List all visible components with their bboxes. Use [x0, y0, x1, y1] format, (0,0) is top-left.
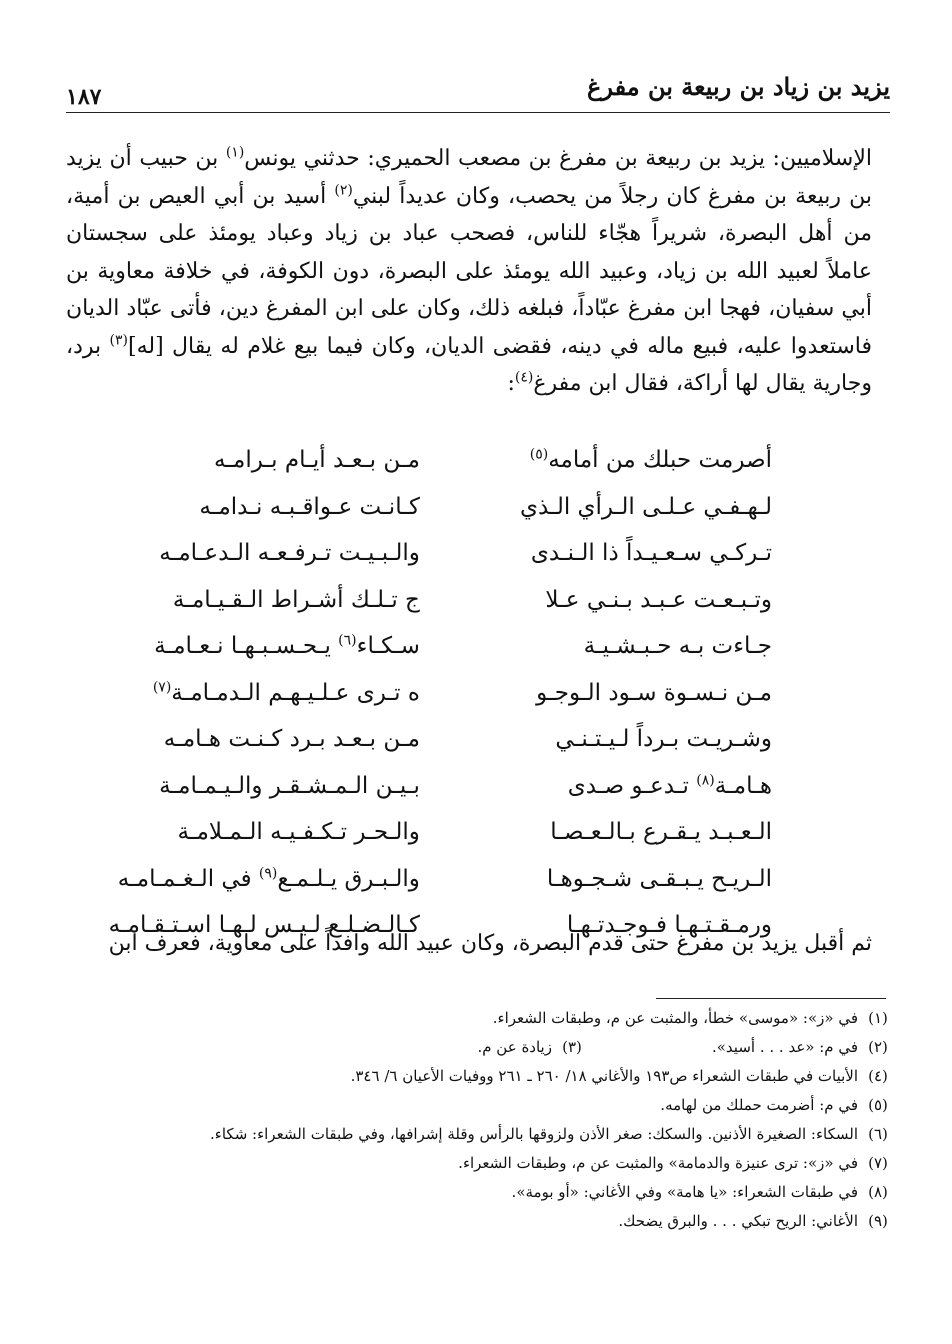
- hemistich-text: مـن بـعـد بـرد كـنـت هـامـه: [163, 726, 420, 753]
- hemistich-text: كـالـضـلـع لـيـس لـهـا اسـتـقـامـه: [108, 912, 420, 939]
- footnote-text: الأغاني: الريح تبكي . . . والبرق يضحك.: [618, 1212, 858, 1230]
- poem-verse: [120, 623, 772, 670]
- second-hemistich: [120, 773, 420, 799]
- first-hemistich: [472, 540, 772, 566]
- hemistich-text: مـن بـعـد أيـام بـرامـه: [213, 447, 420, 474]
- footnote-marker: (٤): [514, 369, 534, 386]
- poem-verse: [117, 856, 772, 903]
- footnote-marker: (١): [225, 144, 245, 161]
- hemistich-text: يـحـسـبـهـا نـعـامـة: [154, 633, 339, 660]
- footnote-text: السكاء: الصغيرة الأذنين. والسكك: صغر الأذن ولزوقها بالرأس وقلة إشرافها، وفي طبقات الشعراء: شكاء.: [210, 1125, 858, 1143]
- second-hemistich: [120, 819, 420, 845]
- poem-verse: [120, 670, 772, 717]
- first-hemistich: [472, 494, 772, 520]
- footnote-marker: (٦): [338, 632, 357, 649]
- body-text-segment: الإسلاميين: يزيد بن ربيعة بن مفرغ بن مصعب الحميري: حدثني يونس: [244, 146, 872, 171]
- footnote-number: (١): [868, 1009, 888, 1027]
- hemistich-text: ه تـرى عـلـيـهـم الـدمـامـة: [171, 679, 420, 706]
- first-hemistich: [472, 726, 772, 752]
- poem-verse: [120, 577, 772, 624]
- body-text-segment: برد، وجارية يقال لها أراكة، فقال ابن مفرغ: [66, 333, 872, 396]
- poem-verse: [120, 716, 772, 763]
- hemistich-text: كـانـت عـواقـبـه نـدامـه: [199, 493, 420, 520]
- second-hemistich: [120, 633, 420, 659]
- footnote-text: في م: «عد . . . أسيد».: [711, 1038, 858, 1056]
- footnote-text: في م: أضرمت حملك من لهامه.: [660, 1096, 858, 1114]
- page-header: [66, 62, 890, 113]
- first-hemistich: [472, 773, 772, 799]
- poem-verse: [120, 530, 772, 577]
- second-hemistich: [120, 726, 420, 752]
- running-title: يزيد بن زياد بن ربيعة بن مفرغ: [587, 72, 890, 101]
- hemistich-text: وتـبـعـت عـبـد بـنـي عـلا: [545, 586, 772, 613]
- second-hemistich: [120, 680, 420, 706]
- poem-verse: [120, 763, 772, 810]
- hemistich-text: في الـغـمـامـه: [117, 865, 259, 892]
- first-hemistich: [472, 866, 772, 892]
- body-text-segment: بن حبيب أن يزيد بن ربيعة بن مفرغ كان رجلاً من يحصب، وكان عديداً لبني: [66, 146, 872, 209]
- hemistich-text: ورمـقـتـهـا فـوجـدتـهـا: [566, 912, 772, 939]
- footnote: [120, 1033, 898, 1062]
- footnote: [120, 1149, 898, 1178]
- hemistich-text: ج تـلـك أشـراط الـقـيـامـة: [172, 586, 420, 613]
- hemistich-text: جـاءت بـه حـبـشـيـة: [583, 633, 772, 660]
- second-hemistich: [120, 494, 420, 520]
- poem-verse: [120, 484, 772, 531]
- footnote-marker: (٥): [529, 446, 549, 463]
- footnote-text: زيادة عن م.: [477, 1038, 552, 1056]
- body-paragraph: [66, 140, 872, 403]
- footnote: [120, 1004, 898, 1033]
- footnote: [120, 1120, 898, 1149]
- hemistich-text: هـامـة: [714, 772, 772, 799]
- footnote-number: (٨): [868, 1183, 888, 1201]
- footnotes: [120, 1004, 898, 1236]
- closing-paragraph: ثم أقبل يزيد بن مفرغ حتى قدم البصرة، وكان عبيد الله وافداً على معاوية، فعرف ابن: [108, 931, 872, 956]
- first-hemistich: [472, 447, 772, 473]
- poem-verse: [120, 437, 772, 484]
- first-hemistich: [472, 587, 772, 613]
- hemistich-text: تـدعـو صـدى: [567, 772, 697, 799]
- hemistich-text: والـبـيـت تـرفـعـه الـدعـامـه: [159, 540, 420, 567]
- footnote-number: (٥): [868, 1096, 888, 1114]
- page-number: ١٨٧: [66, 84, 102, 110]
- hemistich-text: الـعـبـد يـقـرع بـالـعـصـا: [550, 819, 772, 846]
- footnote-number: (٦): [868, 1125, 888, 1143]
- first-hemistich: [472, 633, 772, 659]
- footnote-text: الأبيات في طبقات الشعراء ص١٩٣ والأغاني ١٨/ ٢٦٠ ـ ٢٦١ ووفيات الأعيان ٦/ ٣٤٦.: [350, 1067, 858, 1085]
- hemistich-text: الـريـح يـبـقـى شـجـوهـا: [546, 865, 772, 892]
- poem: [108, 437, 772, 949]
- footnote-text: في طبقات الشعراء: «يا هامة» وفي الأغاني: «أو بومة».: [511, 1183, 858, 1201]
- footnote-number: (٣): [562, 1038, 582, 1056]
- footnote-divider: [656, 998, 886, 999]
- hemistich-text: لـهـفـي عـلـى الـرأي الـذي: [520, 493, 772, 520]
- hemistich-text: تـركـي سـعـيـداً ذا الـنـدى: [530, 540, 772, 567]
- second-hemistich: [120, 587, 420, 613]
- footnote: [120, 1178, 898, 1207]
- hemistich-text: بـيـن الـمـشـقـر والـيـمـامـة: [159, 772, 420, 799]
- footnote: [120, 1062, 898, 1091]
- footnote-marker: (٢): [334, 182, 353, 199]
- footnote-marker: (٣): [109, 332, 128, 349]
- second-hemistich: [117, 865, 420, 892]
- footnote-number: (٢): [868, 1038, 888, 1056]
- second-hemistich: [120, 447, 420, 473]
- body-text-segment: :: [507, 371, 515, 396]
- hemistich-text: أصرمت حبلك من أمامه: [548, 447, 772, 474]
- footnote-number: (٧): [868, 1154, 888, 1172]
- body-text-segment: أسيد بن أبي العيص بن أمية، من أهل البصرة، شريراً هجّاء للناس، فصحب عباد بن زياد وعباد يومئذ على سجستان عاملاً لعبيد الله بن زياد، وعبيد الله يومئذ على البصرة، دون الكوفة، في خلافة معاوية بن أبي سفيان، فهجا ابن مفرغ عبّاداً، فبلغه ذلك، وكان على ابن المفرغ دين، فأتى عبّاد الديان فاستعدوا عليه، فبيع ماله في دينه، فقضى الديان، وكان فيما بيع غلام له يقال [له]: [66, 183, 872, 359]
- footnote-marker: (٩): [258, 865, 278, 882]
- poem-verse: [120, 809, 772, 856]
- footnote: [120, 1207, 898, 1236]
- footnote: [120, 1091, 898, 1120]
- footnote-text: في «ز»: ترى عنيزة والدمامة» والمثبت عن م، وطبقات الشعراء.: [458, 1154, 858, 1172]
- hemistich-text: والـبـرق يـلـمـع: [277, 865, 420, 892]
- footnote-text: في «ز»: «موسى» خطأ، والمثبت عن م، وطبقات الشعراء.: [492, 1009, 858, 1027]
- hemistich-text: وشـريـت بـرداً لـيـتـنـي: [555, 726, 772, 753]
- footnote-number: (٩): [868, 1212, 888, 1230]
- first-hemistich: [472, 819, 772, 845]
- footnote-marker: (٧): [152, 679, 172, 696]
- footnote-number: (٤): [868, 1067, 888, 1085]
- footnote-marker: (٨): [696, 772, 715, 789]
- hemistich-text: مـن نـسـوة سـود الـوجـو: [536, 679, 772, 706]
- second-hemistich: [120, 540, 420, 566]
- hemistich-text: سـكـاء: [356, 633, 420, 660]
- hemistich-text: والـحـر تـكـفـيـه الـمـلامـة: [177, 819, 420, 846]
- first-hemistich: [472, 680, 772, 706]
